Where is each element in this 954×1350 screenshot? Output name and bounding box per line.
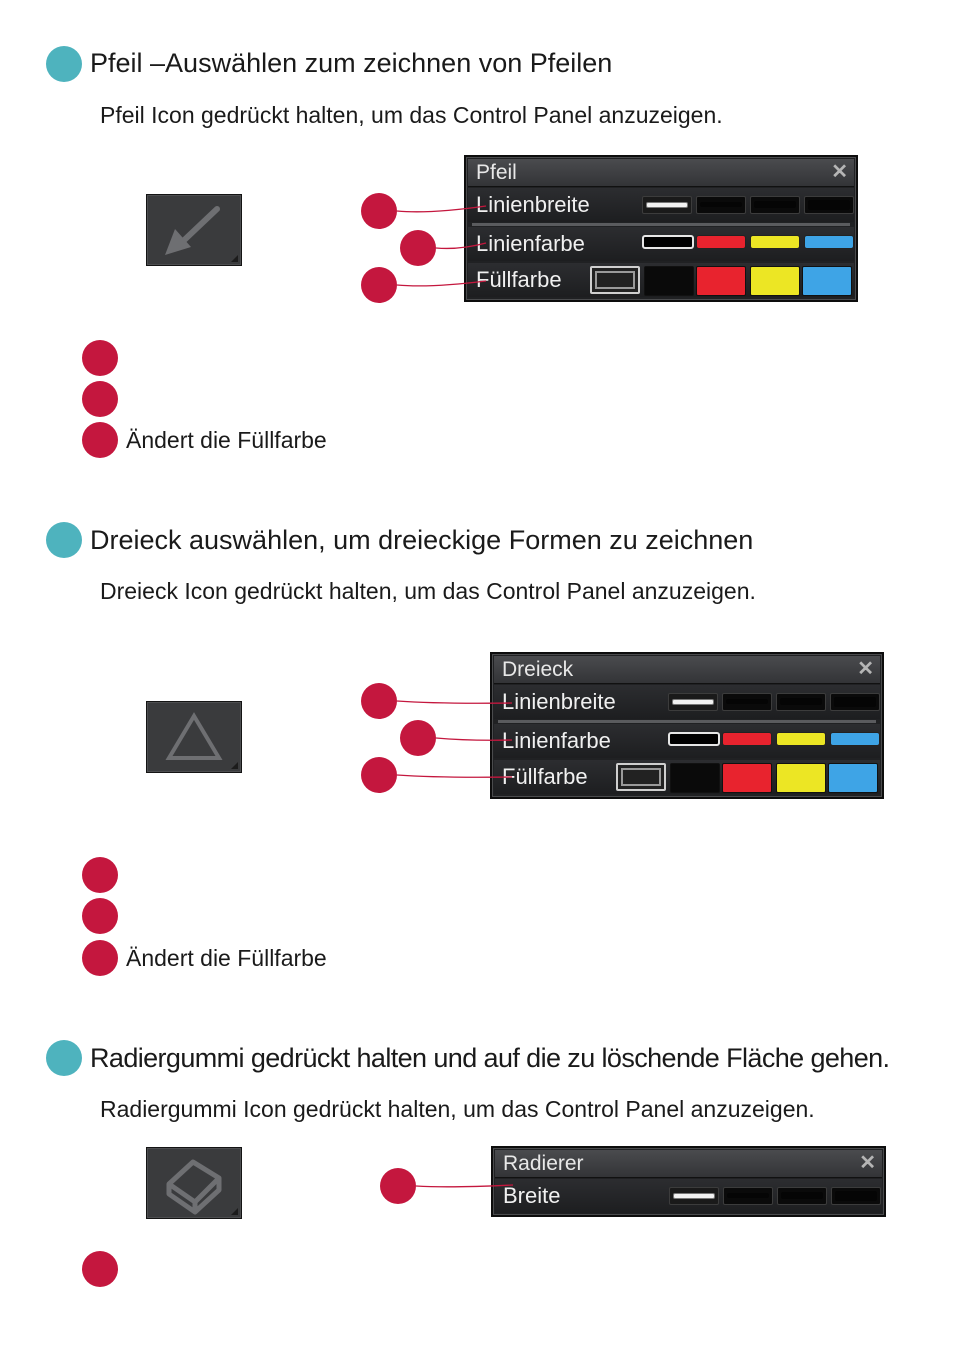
legend-description: Ändert die Füllfarbe: [126, 427, 327, 453]
section-heading-arrow: Pfeil –Auswählen zum zeichnen von Pfeilen: [90, 48, 613, 78]
eraser-width-medium-option[interactable]: [723, 1187, 773, 1205]
line-color-black-swatch[interactable]: [668, 732, 720, 746]
row-divider: [472, 223, 850, 226]
line-color-black-swatch[interactable]: [642, 235, 694, 249]
fill-color-row: [468, 263, 854, 297]
section-bullet: [46, 46, 82, 82]
panel-title: Dreieck: [502, 658, 574, 681]
section-heading-triangle: Dreieck auswählen, um dreieckige Formen zu zeichnen: [90, 525, 754, 555]
eraser-width-row: [495, 1179, 882, 1213]
fill-none-swatch[interactable]: [616, 763, 666, 791]
panel-title: Pfeil: [476, 161, 517, 184]
line-width-thick-option[interactable]: [776, 693, 826, 711]
fill-none-swatch[interactable]: [590, 266, 640, 294]
section-subheading-eraser: Radiergummi Icon gedrückt halten, um das Control Panel anzuzeigen.: [100, 1096, 815, 1122]
section-bullet: [46, 1040, 82, 1076]
fill-color-row: [494, 760, 880, 794]
expand-corner-icon: [231, 255, 238, 262]
eraser-tool-button[interactable]: [146, 1147, 242, 1219]
panel-title: Radierer: [503, 1152, 584, 1175]
fill-red-swatch[interactable]: [696, 266, 746, 296]
legend-marker: [82, 381, 118, 417]
expand-corner-icon: [231, 1208, 238, 1215]
line-width-medium-option[interactable]: [722, 693, 772, 711]
triangle-icon: [147, 702, 241, 772]
panel-title-bar: [495, 1150, 882, 1178]
line-width-label: Linienbreite: [502, 689, 616, 714]
expand-corner-icon: [231, 762, 238, 769]
line-width-thin-option[interactable]: [668, 693, 718, 711]
line-color-blue-swatch[interactable]: [804, 235, 854, 249]
triangle-control-panel: [490, 652, 884, 799]
callout-marker: [361, 193, 397, 229]
legend-marker: [82, 898, 118, 934]
legend-description: Ändert die Füllfarbe: [126, 945, 327, 971]
line-width-thickest-option[interactable]: [830, 693, 880, 711]
legend-marker: [82, 1251, 118, 1287]
panel-title-bar: [468, 159, 854, 187]
legend-marker: [82, 940, 118, 976]
callout-marker: [380, 1168, 416, 1204]
line-color-yellow-swatch[interactable]: [776, 732, 826, 746]
line-width-label: Linienbreite: [476, 192, 590, 217]
fill-blue-swatch[interactable]: [802, 266, 852, 296]
arrow-control-panel: [464, 155, 858, 302]
line-color-label: Linienfarbe: [476, 231, 585, 256]
fill-yellow-swatch[interactable]: [750, 266, 800, 296]
eraser-control-panel: [491, 1146, 886, 1217]
section-subheading-triangle: Dreieck Icon gedrückt halten, um das Control Panel anzuzeigen.: [100, 578, 756, 604]
line-color-yellow-swatch[interactable]: [750, 235, 800, 249]
line-color-row: [468, 227, 854, 261]
legend-marker: [82, 340, 118, 376]
line-width-row: [468, 188, 854, 222]
line-color-red-swatch[interactable]: [722, 732, 772, 746]
line-width-thick-option[interactable]: [750, 196, 800, 214]
eraser-width-thick-option[interactable]: [777, 1187, 827, 1205]
line-width-row: [494, 685, 880, 719]
line-color-label: Linienfarbe: [502, 728, 611, 753]
panel-title-bar: [494, 656, 880, 684]
section-heading-eraser: Radiergummi gedrückt halten und auf die zu löschende Fläche gehen.: [90, 1043, 890, 1073]
callout-marker: [361, 267, 397, 303]
close-icon[interactable]: ✕: [857, 658, 874, 680]
callout-marker: [361, 683, 397, 719]
eraser-width-label: Breite: [503, 1183, 561, 1208]
fill-black-swatch[interactable]: [670, 763, 720, 793]
line-color-row: [494, 724, 880, 758]
fill-blue-swatch[interactable]: [828, 763, 878, 793]
callout-marker: [400, 720, 436, 756]
line-color-blue-swatch[interactable]: [830, 732, 880, 746]
eraser-width-thickest-option[interactable]: [831, 1187, 881, 1205]
row-divider: [498, 720, 876, 723]
callout-marker: [361, 757, 397, 793]
section-subheading-arrow: Pfeil Icon gedrückt halten, um das Control Panel anzuzeigen.: [100, 102, 723, 128]
fill-red-swatch[interactable]: [722, 763, 772, 793]
legend-marker: [82, 857, 118, 893]
line-width-medium-option[interactable]: [696, 196, 746, 214]
eraser-width-thin-option[interactable]: [669, 1187, 719, 1205]
fill-yellow-swatch[interactable]: [776, 763, 826, 793]
line-width-thickest-option[interactable]: [804, 196, 854, 214]
eraser-icon: [147, 1148, 241, 1218]
legend-marker: [82, 422, 118, 458]
fill-color-label: Füllfarbe: [502, 764, 588, 789]
line-width-thin-option[interactable]: [642, 196, 692, 214]
arrow-tool-button[interactable]: [146, 194, 242, 266]
section-bullet: [46, 522, 82, 558]
line-color-red-swatch[interactable]: [696, 235, 746, 249]
fill-black-swatch[interactable]: [644, 266, 694, 296]
fill-color-label: Füllfarbe: [476, 267, 562, 292]
close-icon[interactable]: ✕: [831, 161, 848, 183]
triangle-tool-button[interactable]: [146, 701, 242, 773]
callout-marker: [400, 230, 436, 266]
arrow-icon: [147, 195, 241, 265]
close-icon[interactable]: ✕: [859, 1152, 876, 1174]
